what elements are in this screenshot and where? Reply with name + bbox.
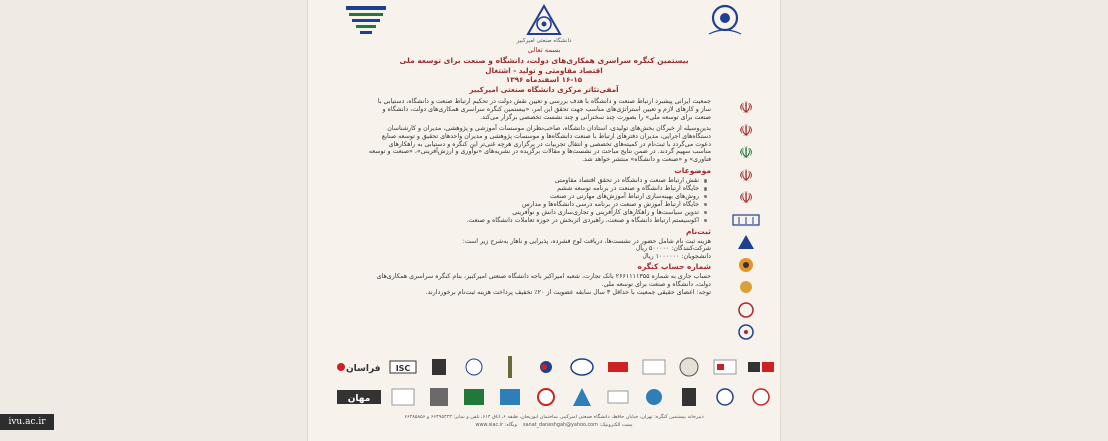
registration-title: ثبت‌نام [686, 226, 711, 236]
svg-text:☫: ☫ [738, 165, 754, 184]
sponsor-logo [531, 386, 561, 408]
email-address: sanat_daneshgah@yahoo.com [523, 421, 598, 428]
logo-caption: دانشگاه صنعتی امیرکبیر [516, 38, 572, 44]
subtitle: اقتصاد مقاومتی و تولید - اشتغال [485, 66, 603, 75]
topic-item: روش‌های بهینه‌سازی ارتباط آموزش‌های مهارتی در صنعت [368, 193, 707, 201]
ministry-logo [344, 4, 388, 36]
iran-emblem-icon [726, 141, 766, 164]
registration-line-1: هزینه ثبت نام شامل حضور در نشست‌ها، دریافت لوح فشرده، پذیرایی و ناهار به‌شرح زیر است: [462, 237, 711, 245]
sponsor-logo [746, 386, 776, 408]
iran-emblem-icon [726, 119, 766, 142]
sponsor-logo [424, 386, 454, 408]
unesco-icon [726, 209, 766, 232]
topic-item: نقش ارتباط صنعت و دانشگاه در تحقق اقتصاد مقاومتی [368, 177, 707, 185]
footer-contact [348, 422, 760, 430]
sponsor-logo [388, 386, 418, 408]
topic-item: اکوسیستم ارتباط دانشگاه و صنعت، راهبردی اثربخش در حوزه تعاملات دانشگاه و صنعت. [368, 217, 707, 225]
sponsor-logo [495, 356, 525, 378]
bismillah: بسمه تعالی [527, 46, 561, 54]
svg-text:☫: ☫ [738, 143, 754, 162]
power-logo-icon [726, 254, 766, 277]
mahan-text: مهان [347, 394, 371, 404]
sponsor-logo [603, 356, 633, 378]
sponsor-row-1 [336, 356, 776, 378]
account-line-2: توجه: اعضای حقیقی جمعیت با حداقل ۳ سال سابقه عضویت از ۲۰٪ تخفیف پرداخت هزینه ثبت‌نام برخوردارند. [425, 288, 711, 296]
sponsor-logo [459, 356, 489, 378]
sponsor-logo [746, 356, 776, 378]
footer [348, 414, 760, 429]
venue: آمفی‌تئاتر مرکزی دانشگاه صنعتی امیرکبیر [469, 85, 619, 94]
svg-text:☫: ☫ [738, 120, 754, 139]
triangle-logo-icon [726, 231, 766, 254]
society-logo [526, 4, 562, 38]
website-link[interactable]: www.siac.ir [475, 421, 504, 428]
intro-paragraph-2: بدین‌وسیله از خبرگان بخش‌های تولیدی، استادان دانشگاه، صاحب‌نظران موسسات آموزشی و پژوهشی، مدیران و کارشناسان دستگاه‌های اجرایی، مدیران دفترهای ارتباط با صنعت دانشگاه‌ها و موسسات پژوهشی و مدیران واحدهای تحقیق و توسعه صنایع دعوت می‌گردد با ثبت‌نام در کمیته‌های تخصصی و انتقال تجربیات در برگزاری هرچه غنی‌تر این کنگره و دستیابی به راهکارهای مناسب سهیم گردند. در ضمن نتایج مباحث در نشست‌ها و مقالات برگزیده در نشریه‌های «نوآوری و ارزش‌آفرینی»، «صنعت و توسعه فناوری» و «صنعت و دانشگاه» منتشر خواهد شد. [368, 124, 711, 164]
sponsor-logo [639, 386, 669, 408]
sponsor-logo [531, 356, 561, 378]
topics-list [368, 177, 711, 224]
sponsor-logo [674, 386, 704, 408]
topic-item: جایگاه ارتباط آموزش و صنعت در برنامه درسی دانشگاه‌ها و مدارس [368, 201, 707, 209]
sponsor-logo [495, 386, 525, 408]
topics-title: موضوعات [674, 166, 711, 176]
topic-item: جایگاه ارتباط دانشگاه و صنعت در برنامه توسعه ششم [368, 185, 707, 193]
sponsor-logo-icon [726, 321, 766, 344]
footer-address: دبیرخانه بیستمین کنگره: تهران، خیابان حافظ، دانشگاه صنعتی امیرکبیر، ساختمان ابوریحان، طبقه ۶، اتاق ۶۱۴، تلفن و نمابر: ۶۶۴۹۵۴۲۳ و ۶۶۴۸۵۸۵۶ [404, 414, 704, 420]
site-label: وبگاه: [504, 421, 517, 428]
isc-logo [388, 356, 418, 378]
account-line-1: حساب جاری به شماره ۲۶۶۱۱۱۱۳۵۵ بانک تجارت، شعبه امیراکبر باجه دانشگاه صنعتی امیرکبیر، بنام کنگره سراسری همکاری‌های دولت، دانشگاه و صنعت برای توسعه ملی. [376, 273, 711, 289]
body-text [368, 98, 711, 297]
sponsor-logo [567, 386, 597, 408]
mahan-logo [336, 386, 382, 408]
watermark-badge [0, 414, 54, 430]
iran-emblem-icon [726, 164, 766, 187]
sponsor-column [726, 96, 766, 344]
svg-text:☫: ☫ [738, 188, 754, 207]
account-title: شماره حساب کنگره [637, 262, 711, 272]
iran-emblem-icon [726, 186, 766, 209]
sponsor-logo [710, 356, 740, 378]
sponsor-logo [710, 386, 740, 408]
intro-paragraph-1: جمعیت ایرانی پیشبرد ارتباط صنعت و دانشگاه با هدف بررسی و تعیین نقش دولت در تحکیم ارتباط صنعت و دانشگاه، دستیابی با ساز و کارهای لازم و تعیین استراتژی‌های مناسب جهت تحقق این امر، «بیستمین کنگره سراسری همکاری‌های دولت، دانشگاه و صنعت برای توسعه ملی» را بصورت چند سخنرانی و چند نشست تخصصی برگزار می‌کند. [377, 98, 711, 121]
topic-item: تدوین سیاست‌ها و راهکارهای کارآفرینی و تجاری‌سازی دانش و نوآفرینی [368, 209, 707, 217]
sponsor-row-2 [336, 386, 776, 408]
email-label: پست الکترونیک: [599, 421, 633, 428]
farasan-logo [336, 356, 382, 378]
sponsor-logo [674, 356, 704, 378]
sponsor-logo-icon [726, 299, 766, 322]
sponsor-logo [424, 356, 454, 378]
registration-line-3: دانشجویان: ۱۰۰۰۰۰۰ ریال [642, 253, 711, 261]
page-title: بیستمین کنگره سراسری همکاری‌های دولت، دانشگاه و صنعت برای توسعه ملی [399, 56, 689, 65]
conference-poster [308, 0, 780, 441]
registration-line-2: شرکت‌کنندگان: ۵۰۰۰۰۰ ریال [635, 245, 711, 253]
sponsor-logo [459, 386, 489, 408]
sponsor-logo [567, 356, 597, 378]
iran-emblem-icon [726, 96, 766, 119]
sponsor-logo-icon [726, 276, 766, 299]
sponsor-logo [639, 356, 669, 378]
amirkabir-university-logo [703, 4, 747, 36]
isc-text: ISC [395, 364, 411, 373]
svg-text:☫: ☫ [738, 98, 754, 117]
watermark-text: ivu.ac.ir [8, 417, 46, 427]
dates: ۱۶-۱۵ اسفندماه ۱۳۹۶ [505, 75, 583, 84]
farasan-text: فراسان [346, 364, 381, 374]
sponsor-logo [603, 386, 633, 408]
